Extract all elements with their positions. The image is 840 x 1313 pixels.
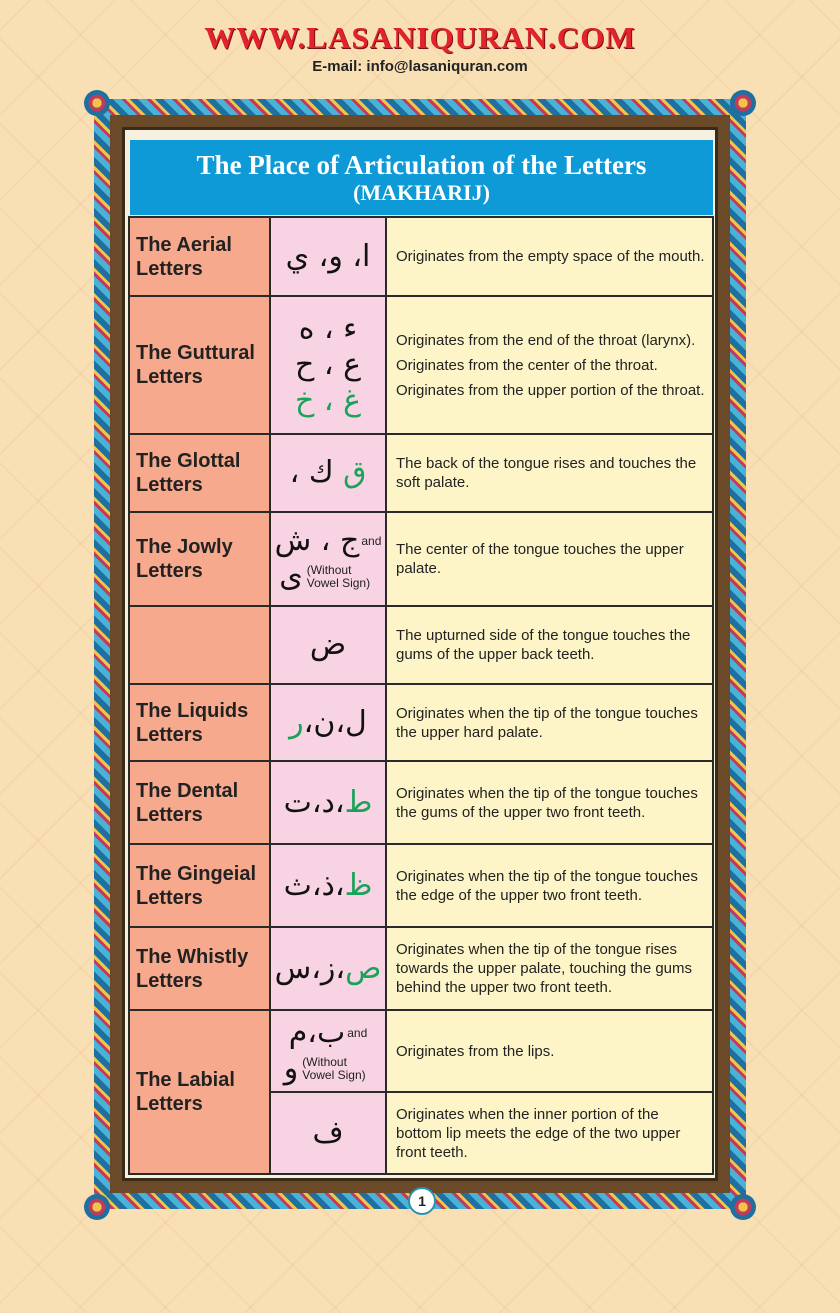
table-row bbox=[129, 1010, 713, 1092]
row-letters bbox=[270, 512, 386, 606]
table-row bbox=[129, 512, 713, 606]
letter-black: ذ،ث bbox=[283, 867, 335, 903]
row-letters: ض bbox=[270, 606, 386, 684]
row-description: Originates when the tip of the tongue touches the edge of the upper two front teeth. bbox=[386, 844, 713, 927]
letter-black: د،ت bbox=[283, 784, 335, 820]
letters-line: ع ، ح bbox=[294, 347, 362, 382]
row-name: The Guttural Letters bbox=[129, 296, 270, 434]
table-row bbox=[129, 296, 713, 434]
row-letters: ظ،ذ،ث bbox=[270, 844, 386, 927]
description-line: Originates from the upper portion of the throat. bbox=[396, 381, 705, 399]
page-title: The Place of Articulation of the Letters bbox=[196, 150, 647, 180]
vowel-note: (Without Vowel Sign) bbox=[302, 1055, 366, 1082]
row-description: Originates from the lips. bbox=[386, 1010, 713, 1092]
table-row bbox=[129, 761, 713, 844]
and-note: and bbox=[361, 533, 382, 548]
row-name: The Gingeial Letters bbox=[129, 844, 270, 927]
row-letters bbox=[270, 434, 386, 512]
corner-ornament-icon bbox=[730, 90, 756, 116]
description-line: Originates from the end of the throat (larynx). bbox=[396, 331, 696, 349]
row-letters: ف bbox=[270, 1092, 386, 1174]
row-description: Originates when the tip of the tongue touches the gums of the upper two front teeth. bbox=[386, 761, 713, 844]
letter-black: ى bbox=[279, 559, 303, 594]
row-description: The back of the tongue rises and touches the soft palate. bbox=[386, 434, 713, 512]
row-description bbox=[386, 296, 713, 434]
row-letters: ص،ز،س bbox=[270, 927, 386, 1010]
letter-black: ب،م bbox=[288, 1015, 346, 1050]
row-letters bbox=[270, 1010, 386, 1092]
row-letters bbox=[270, 296, 386, 434]
letter-black: و bbox=[283, 1051, 299, 1086]
letter-black: ج ، ش bbox=[274, 523, 360, 558]
table-row bbox=[129, 927, 713, 1010]
row-description: Originates when the tip of the tongue touches the upper hard palate. bbox=[386, 684, 713, 761]
table-row bbox=[129, 844, 713, 927]
row-description: Originates when the tip of the tongue rises towards the upper palate, touching the gums behind the upper two front teeth. bbox=[386, 927, 713, 1010]
row-description: The center of the tongue touches the upper palate. bbox=[386, 512, 713, 606]
row-name: The Whistly Letters bbox=[129, 927, 270, 1010]
row-letters bbox=[270, 684, 386, 761]
page-subtitle: (MAKHARIJ) bbox=[353, 180, 490, 205]
letter-green: ص bbox=[345, 950, 382, 986]
site-email[interactable]: E-mail: info@lasaniquran.com bbox=[312, 58, 528, 75]
row-letters: ا، و، ي bbox=[270, 217, 386, 296]
letter-green: ط bbox=[344, 784, 373, 820]
table-header bbox=[130, 140, 713, 215]
row-name: The Dental Letters bbox=[129, 761, 270, 844]
row-name: The Glottal Letters bbox=[129, 434, 270, 512]
table-row bbox=[129, 606, 713, 684]
page-number: 1 bbox=[408, 1187, 436, 1215]
table-row bbox=[129, 684, 713, 761]
site-url[interactable]: WWW.LASANIQURAN.COM bbox=[204, 20, 636, 55]
row-description: The upturned side of the tongue touches the gums of the upper back teeth. bbox=[386, 606, 713, 684]
letter-black: ز،س bbox=[274, 950, 336, 986]
corner-ornament-icon bbox=[84, 90, 110, 116]
vowel-note: (Without Vowel Sign) bbox=[306, 563, 371, 590]
letter-black: ل،ن، bbox=[303, 704, 367, 740]
description-line: Originates from the center of the throat. bbox=[396, 356, 658, 374]
row-description: Originates when the inner portion of the bottom lip meets the edge of the two upper front teeth. bbox=[386, 1092, 713, 1174]
row-name: The Liquids Letters bbox=[129, 684, 270, 761]
table-row bbox=[129, 434, 713, 512]
letter-black: ك ، bbox=[289, 455, 334, 490]
corner-ornament-icon bbox=[84, 1194, 110, 1220]
corner-ornament-icon bbox=[730, 1194, 756, 1220]
makharij-table bbox=[128, 216, 714, 1175]
table-row bbox=[129, 217, 713, 296]
letters-line: غ ، خ bbox=[294, 383, 362, 418]
row-name: The Labial Letters bbox=[129, 1010, 270, 1174]
letter-green: ق bbox=[343, 455, 367, 490]
row-name: The Aerial Letters bbox=[129, 217, 270, 296]
row-description: Originates from the empty space of the mouth. bbox=[386, 217, 713, 296]
letter-green: ظ bbox=[344, 867, 373, 903]
and-note: and bbox=[347, 1025, 368, 1040]
row-name: The Jowly Letters bbox=[129, 512, 270, 606]
letter-green: ر bbox=[289, 704, 304, 740]
letters-line: ء ، ه bbox=[298, 311, 358, 346]
row-name bbox=[129, 606, 270, 684]
row-letters: ط،د،ت bbox=[270, 761, 386, 844]
